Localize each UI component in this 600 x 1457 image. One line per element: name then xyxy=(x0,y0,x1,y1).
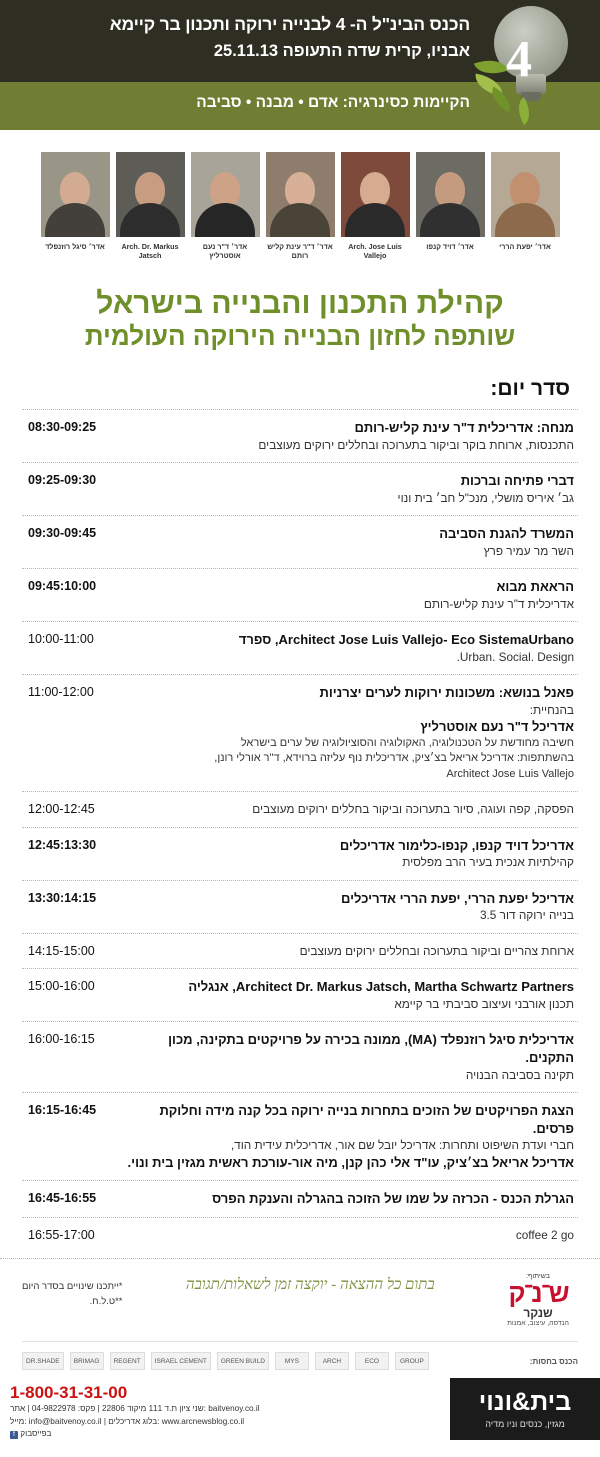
agenda-bold-text: הגרלת הכנס - הכרזה על שמו של הזוכה בהגרלה והענקת הפרס xyxy=(212,1191,574,1207)
agenda-bold-text: דברי פתיחה וברכות xyxy=(460,473,574,489)
agenda-row xyxy=(22,462,578,515)
agenda-description xyxy=(112,631,574,665)
agenda-normal-text: בהנחיית: xyxy=(529,702,574,717)
agenda-normal-text: התכנסות, ארוחת בוקר וביקור בתערוכה ובחללים ירוקים מעוצבים xyxy=(258,437,574,452)
agenda-normal-text: חברי ועדת השיפוט ותחרות: אדריכל יובל שם אור, אדריכלית עידית הוד, xyxy=(230,1138,574,1153)
headline-line-2: שותפה לחזון הבנייה הירוקה העולמית xyxy=(84,321,516,352)
speaker-card xyxy=(416,152,485,260)
agenda-normal-text: אדריכלית ד"ר עינת קליש-רותם xyxy=(423,596,574,611)
agenda-normal-text: קהילתיות אנכית בעיר הרב מפלסית xyxy=(402,855,574,870)
speaker-name: Arch. Dr. Markus Jatsch xyxy=(121,242,179,260)
agenda-row xyxy=(22,674,578,791)
agenda-time: 09:30-09:45 xyxy=(28,526,97,541)
sponsor-logo: DR.SHADE xyxy=(22,1352,64,1370)
agenda-description xyxy=(112,472,574,506)
slogan-band xyxy=(0,1258,600,1333)
agenda-bold-text: הראאת מבוא xyxy=(496,579,574,595)
slogan-text: בתום כל ההצאה - יוקצה זמן לשאלות/תגובה xyxy=(185,1277,435,1294)
agenda-description xyxy=(112,837,574,871)
agenda-section xyxy=(0,361,600,1252)
speaker-card xyxy=(41,152,110,260)
footer-facebook[interactable] xyxy=(10,1428,438,1441)
agenda-normal-text: הפסקה, קפה ועוגה, סיור בתערוכה וביקור בחללים ירוקים מעוצבים xyxy=(252,802,574,817)
speaker-portrait xyxy=(116,152,185,237)
agenda-bold-text-2: אדריכל אריאל בצ׳ציק, עו"ד אלי כהן קנן, מיה אור-עורכת ראשית מגזין בית ונוי. xyxy=(127,1154,574,1170)
sponsor-logo: ISRAEL CEMENT xyxy=(151,1352,211,1370)
agenda-time: 16:55-17:00 xyxy=(28,1227,95,1242)
shenkar-logo-block xyxy=(498,1273,578,1327)
sponsor-logo: ECO xyxy=(355,1352,389,1370)
agenda-bold-text: Architect Jose Luis Vallejo- Eco SistemaUrbano, ספרד xyxy=(238,632,574,648)
agenda-row xyxy=(22,1180,578,1217)
agenda-row xyxy=(22,1092,578,1180)
agenda-bold-text: אדריכלית סיגל רוזנפלד (MA), ממונה בכירה על פרויקטים בתקינה, מכון התקנים. xyxy=(168,1032,574,1065)
agenda-description xyxy=(112,943,574,960)
agenda-normal-text: ארוחת צהריים וביקור בתערוכה ובחללים ירוקים מעוצבים xyxy=(299,943,574,958)
agenda-description xyxy=(112,419,574,453)
agenda-row xyxy=(22,621,578,674)
speaker-name: אדר׳ דויד קנפו xyxy=(426,242,474,251)
sponsor-strip xyxy=(22,1341,578,1378)
edition-number: 4 xyxy=(506,31,532,88)
agenda-bold-text-2: אדריכל ד"ר נעם אוסטרליץ xyxy=(420,719,574,735)
agenda-bold-text: הצגת הפרויקטים של הזוכים בתחרות בנייה ירוקה בכל קנה מידה וחלוקת פרסים. xyxy=(159,1103,574,1136)
shenkar-subtitle: הנדסה, עיצוב, אמנות xyxy=(507,1320,569,1328)
agenda-bold-text: אדריכל דויד קנפו, קנפו-כלימור אדריכלים xyxy=(339,837,574,853)
agenda-bold-text: המשרד להגנת הסביבה xyxy=(439,526,574,542)
agenda-row xyxy=(22,880,578,933)
publisher-name: בית&ונוי xyxy=(478,1387,572,1416)
speaker-name: אדר׳ ד"ר נעם אוסטרליץ xyxy=(202,242,248,260)
agenda-normal-text: השר מר עמיר פרץ xyxy=(483,543,574,558)
speaker-card xyxy=(341,152,410,260)
sponsor-logo: MYS xyxy=(275,1352,309,1370)
footer-contact xyxy=(0,1378,450,1440)
speaker-card xyxy=(491,152,560,260)
agenda-time: 16:45-16:55 xyxy=(28,1191,97,1206)
agenda-row xyxy=(22,968,578,1021)
agenda-time: 15:00-16:00 xyxy=(28,979,95,994)
speaker-portrait xyxy=(191,152,260,237)
footnotes xyxy=(22,1273,122,1309)
agenda-description xyxy=(112,1102,574,1171)
conference-subtitle: אבניו, קרית שדה התעופה 25.11.13 xyxy=(213,42,470,60)
agenda-description xyxy=(112,801,574,818)
agenda-time: 09:45:10:00 xyxy=(28,579,97,594)
agenda-description xyxy=(112,684,574,782)
sponsor-logo: ARCH xyxy=(315,1352,349,1370)
agenda-normal-text-4: Architect Jose Luis Vallejo xyxy=(446,767,574,780)
agenda-row xyxy=(22,1021,578,1092)
agenda-description xyxy=(112,890,574,924)
agenda-normal-text: coffee 2 go xyxy=(515,1227,574,1242)
headline-line-1: קהילת התכנון והבנייה בישראל xyxy=(96,287,504,320)
agenda-description xyxy=(112,978,574,1012)
agenda-bold-text: פאנל בנושא: משכונות ירוקות לערים יצרניות xyxy=(319,685,574,701)
poster-header xyxy=(0,0,600,130)
agenda-row xyxy=(22,827,578,880)
footer-email[interactable]: מייל: info@baitvenoy.co.il | בלוג אדריכלים: www.arcnewsblog.co.il xyxy=(10,1416,245,1426)
shenkar-name: שנקר xyxy=(523,1306,553,1321)
agenda-row xyxy=(22,409,578,462)
facebook-label[interactable]: בפייסבוק xyxy=(20,1429,52,1439)
agenda-time: 13:30:14:15 xyxy=(28,890,97,905)
speaker-name: Arch. Jose Luis Vallejo xyxy=(348,242,402,260)
main-headline xyxy=(0,260,600,361)
publisher-logo xyxy=(450,1378,600,1440)
speaker-name: אדר׳ ד"ר עינת קליש רותם xyxy=(267,242,333,260)
footnote-2: **ט.ל.ח. xyxy=(89,1296,123,1308)
conference-tagline: הקיימות כסינרגיה: אדם • מבנה • סביבה xyxy=(196,94,470,111)
agenda-normal-text: תקינה בסביבה הבנויה xyxy=(465,1067,574,1082)
speaker-name: אדר׳ יפעת הררי xyxy=(499,242,551,251)
agenda-description xyxy=(112,525,574,559)
agenda-description xyxy=(112,578,574,612)
agenda-bold-text: מנחה: אדריכלית ד"ר עינת קליש-רותם xyxy=(354,420,574,436)
speaker-card xyxy=(266,152,335,260)
agenda-description xyxy=(112,1190,574,1208)
agenda-time: 16:00-16:15 xyxy=(28,1032,95,1047)
agenda-normal-text: תכנון אורבני ועיצוב סביבתי בר קיימא xyxy=(394,996,574,1011)
speaker-card xyxy=(116,152,185,260)
sponsor-logo: GREEN BUILD xyxy=(217,1352,269,1370)
agenda-time: 08:30-09:25 xyxy=(28,420,97,435)
agenda-normal-text-2: חשיבה מחודשת על הטכנולוגיה, האקולוגיה והסוציולוגיה של ערים בישראל xyxy=(240,737,574,750)
footnote-1: *ייתכנו שינויים בסדר היום xyxy=(22,1281,123,1293)
publisher-subtitle: מגזין, כנסים וניו מדיה xyxy=(485,1418,565,1429)
sponsor-logo: REGENT xyxy=(110,1352,145,1370)
agenda-normal-text: Urban. Social. Design. xyxy=(456,649,574,664)
footer-address: שני ציון ת.ד 111 מיקוד 22806 | פקס: 04-9822978 | אתר: baitvenoy.co.il xyxy=(10,1403,260,1413)
lightbulb-icon xyxy=(472,0,592,130)
agenda-row xyxy=(22,515,578,568)
conference-title: הכנס הבינ"ל ה- 4 לבנייה ירוקה ותכנון בר קיימא xyxy=(109,14,470,34)
sponsors-label: הכנס בחסות: xyxy=(529,1356,578,1366)
sponsor-logo: GROUP xyxy=(395,1352,429,1370)
agenda-time: 12:00-12:45 xyxy=(28,802,95,817)
speaker-card xyxy=(191,152,260,260)
footer-bar xyxy=(0,1378,600,1440)
agenda-normal-text: גב׳ איריס מושלי, מנכ"ל חב׳ בית ונוי xyxy=(397,490,574,505)
agenda-title: סדר יום: xyxy=(490,377,570,401)
agenda-time: 12:45:13:30 xyxy=(28,837,97,852)
sponsor-logo: BRIMAG xyxy=(70,1352,104,1370)
agenda-time: 11:00-12:00 xyxy=(28,685,94,700)
agenda-time: 16:15-16:45 xyxy=(28,1103,97,1118)
facebook-icon[interactable]: f xyxy=(10,1431,18,1439)
agenda-row xyxy=(22,791,578,827)
speaker-portrait xyxy=(416,152,485,237)
agenda-time: 09:25-09:30 xyxy=(28,473,97,488)
agenda-bold-text: אדריכל יפעת הררי, יפעת הררי אדריכלים xyxy=(341,890,574,906)
agenda-time: 14:15-15:00 xyxy=(28,943,95,958)
speaker-name: אדר׳ סיגל רוזנפלד xyxy=(45,242,105,251)
agenda-row xyxy=(22,933,578,969)
speaker-portrait xyxy=(491,152,560,237)
speaker-photo-row xyxy=(0,130,600,260)
agenda-description xyxy=(112,1031,574,1083)
agenda-time: 10:00-11:00 xyxy=(28,632,94,647)
speaker-portrait xyxy=(266,152,335,237)
agenda-normal-text-3: בהשתתפות: אדריכל אריאל בצ׳ציק, אדריכלית נוף עליזה ברוידא, ד"ר אורלי רונן, xyxy=(214,752,574,765)
leaf-icon xyxy=(512,97,536,125)
phone-number[interactable]: 1-800-31-31-00 xyxy=(10,1383,128,1403)
shenkar-mark-icon: ש־נ־ק xyxy=(508,1278,568,1309)
agenda-row xyxy=(22,1217,578,1253)
speaker-portrait xyxy=(341,152,410,237)
agenda-row xyxy=(22,568,578,621)
shenkar-prefix: בשיתוף: xyxy=(526,1273,550,1281)
agenda-normal-text: בנייה ירוקה דור 3.5 xyxy=(479,908,574,923)
agenda-description xyxy=(112,1227,574,1244)
agenda-bold-text: Architect Dr. Markus Jatsch, Martha Schwartz Partners, אנגליה xyxy=(188,979,574,995)
speaker-portrait xyxy=(41,152,110,237)
